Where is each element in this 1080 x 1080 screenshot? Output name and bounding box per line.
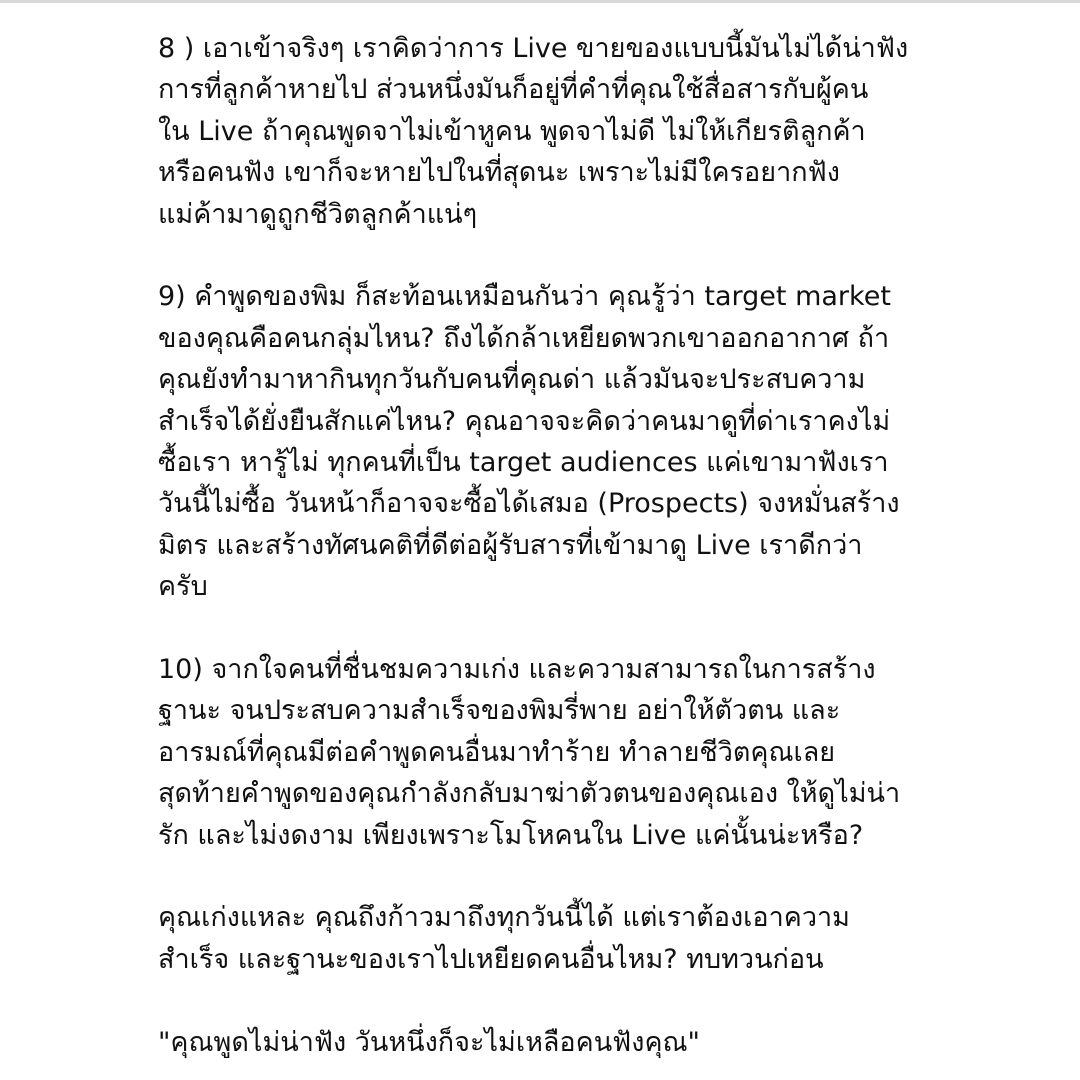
text-line: คุณเก่งแหละ คุณถึงก้าวมาถึงทุกวันนี้ได้ แต่เราต้องเอาความ: [158, 902, 850, 934]
text-line: ใน Live ถ้าคุณพูดจาไม่เข้าหูคน พูดจาไม่ดี ไม่ให้เกียรติลูกค้า: [158, 115, 866, 147]
text-line: ของคุณคือคนกลุ่มไหน? ถึงได้กล้าเหยียดพวกเขาออกอากาศ ถ้า: [158, 322, 890, 354]
text-line: การที่ลูกค้าหายไป ส่วนหนึ่งมันก็อยู่ที่คำที่คุณใช้สื่อสารกับผู้คน: [158, 74, 869, 106]
text-line: วันนี้ไม่ซื้อ วันหน้าก็อาจจะซื้อได้เสมอ (Prospects) จงหมั่นสร้าง: [158, 488, 900, 520]
text-line: 9) คำพูดของพิม ก็สะท้อนเหมือนกันว่า คุณรู้ว่า target market: [158, 281, 891, 313]
paragraph-closing: [158, 897, 948, 980]
text-line: 10) จากใจคนที่ชื่นชมความเก่ง และความสามารถในการสร้าง: [158, 654, 876, 686]
text-line: ฐานะ จนประสบความสำเร็จของพิมรี่พาย อย่าให้ตัวตน และ: [158, 695, 841, 727]
paragraph-spacer: [158, 608, 948, 649]
text-line: "คุณพูดไม่น่าฟัง วันหนึ่งก็จะไม่เหลือคนฟังคุณ": [158, 1026, 700, 1058]
paragraph-point-10: [158, 649, 948, 856]
text-line: 8 ) เอาเข้าจริงๆ เราคิดว่าการ Live ขายของแบบนี้มันไม่ได้น่าฟัง: [158, 33, 909, 64]
paragraph-spacer: [158, 980, 948, 1021]
text-line: มิตร และสร้างทัศนคติที่ดีต่อผู้รับสารที่เข้ามาดู Live เราดีกว่า: [158, 529, 863, 561]
paragraph-spacer: [158, 856, 948, 897]
text-line: สุดท้ายคำพูดของคุณกำลังกลับมาฆ่าตัวตนของคุณเอง ให้ดูไม่น่า: [158, 778, 901, 810]
text-line: ซื้อเรา หารู้ไม่ ทุกคนที่เป็น target audiences แค่เขามาฟังเรา: [158, 447, 889, 479]
text-line: หรือคนฟัง เขาก็จะหายไปในที่สุดนะ เพราะไม่มีใครอยากฟัง: [158, 157, 840, 189]
paragraph-spacer: [158, 235, 948, 276]
text-line: สำเร็จได้ยั่งยืนสักแค่ไหน? คุณอาจจะคิดว่าคนมาดูที่ด่าเราคงไม่: [158, 405, 891, 437]
text-line: แม่ค้ามาดูถูกชีวิตลูกค้าแน่ๆ: [158, 198, 478, 230]
paragraph-quote: [158, 1022, 948, 1063]
document-body: [158, 28, 948, 1063]
text-line: ครับ: [158, 571, 208, 603]
text-line: สำเร็จ และฐานะของเราไปเหยียดคนอื่นไหม? ทบทวนก่อน: [158, 943, 824, 975]
text-line: คุณยังทำมาหากินทุกวันกับคนที่คุณด่า แล้วมันจะประสบความ: [158, 364, 866, 396]
paragraph-point-8: [158, 28, 948, 235]
text-line: รัก และไม่งดงาม เพียงเพราะโมโหคนใน Live แค่นั้นน่ะหรือ?: [158, 819, 864, 851]
top-border: [0, 0, 1080, 3]
paragraph-point-9: [158, 276, 948, 607]
text-line: อารมณ์ที่คุณมีต่อคำพูดคนอื่นมาทำร้าย ทำลายชีวิตคุณเลย: [158, 736, 836, 768]
